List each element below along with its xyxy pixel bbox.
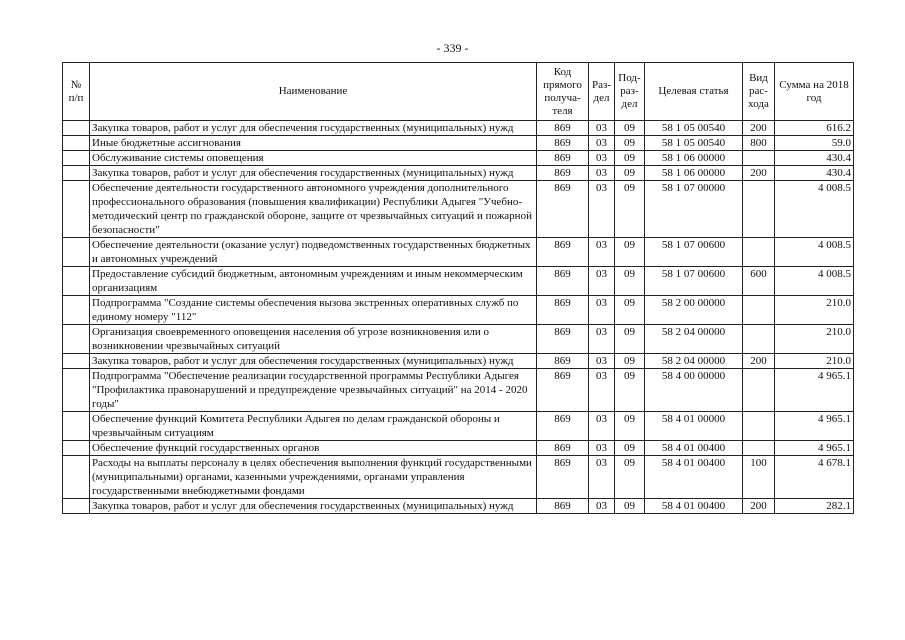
row-num-cell [63, 121, 90, 136]
row-target: 58 1 06 00000 [645, 166, 743, 181]
row-code: 869 [537, 136, 589, 151]
row-code: 869 [537, 267, 589, 296]
row-name: Подпрограмма "Создание системы обеспечения вызова экстренных оперативных служб по единому номеру "112" [90, 296, 537, 325]
row-code: 869 [537, 412, 589, 441]
table-row [63, 238, 854, 267]
table-header-row [63, 63, 854, 121]
row-sum: 4 008.5 [775, 181, 854, 238]
row-expense-type: 800 [743, 136, 775, 151]
row-expense-type [743, 181, 775, 238]
row-section: 03 [589, 181, 615, 238]
row-target: 58 4 01 00400 [645, 456, 743, 499]
row-section: 03 [589, 325, 615, 354]
row-section: 03 [589, 267, 615, 296]
table-row [63, 499, 854, 514]
page-number: - 339 - [436, 41, 469, 55]
header-expense-type: Вид рас-хода [743, 63, 775, 121]
row-subsection: 09 [615, 136, 645, 151]
row-num-cell [63, 369, 90, 412]
table-row [63, 166, 854, 181]
row-sum: 59.0 [775, 136, 854, 151]
row-target: 58 4 01 00400 [645, 441, 743, 456]
row-subsection: 09 [615, 412, 645, 441]
row-num-cell [63, 136, 90, 151]
row-name: Обеспечение функций государственных органов [90, 441, 537, 456]
row-num-cell [63, 499, 90, 514]
header-target: Целевая статья [645, 63, 743, 121]
row-code: 869 [537, 369, 589, 412]
row-section: 03 [589, 441, 615, 456]
row-name: Закупка товаров, работ и услуг для обеспечения государственных (муниципальных) нужд [90, 166, 537, 181]
row-name: Обеспечение деятельности государственного автономного учреждения дополнительного профессионального образования (повышения квалификации) Республики Адыгея "Учебно-методический центр по гражданской обороне, защите от чрезвычайных ситуаций и пожарной безопасности" [90, 181, 537, 238]
table-row [63, 136, 854, 151]
table-row [63, 151, 854, 166]
row-target: 58 1 05 00540 [645, 136, 743, 151]
row-expense-type: 200 [743, 166, 775, 181]
row-subsection: 09 [615, 499, 645, 514]
row-name: Закупка товаров, работ и услуг для обеспечения государственных (муниципальных) нужд [90, 499, 537, 514]
row-num-cell [63, 151, 90, 166]
row-num-cell [63, 267, 90, 296]
row-name: Организация своевременного оповещения населения об угрозе возникновения или о возникновении чрезвычайных ситуаций [90, 325, 537, 354]
table-row [63, 354, 854, 369]
row-code: 869 [537, 181, 589, 238]
row-sum: 210.0 [775, 354, 854, 369]
row-section: 03 [589, 151, 615, 166]
table-row [63, 441, 854, 456]
row-sum: 4 008.5 [775, 238, 854, 267]
row-code: 869 [537, 296, 589, 325]
header-subsection: Под-раз-дел [615, 63, 645, 121]
row-num-cell [63, 238, 90, 267]
row-target: 58 4 01 00400 [645, 499, 743, 514]
table-row [63, 296, 854, 325]
row-expense-type: 200 [743, 499, 775, 514]
row-subsection: 09 [615, 296, 645, 325]
row-code: 869 [537, 441, 589, 456]
table-row [63, 369, 854, 412]
row-name: Обеспечение деятельности (оказание услуг) подведомственных государственных бюджетных и автономных учреждений [90, 238, 537, 267]
row-target: 58 1 07 00000 [645, 181, 743, 238]
row-target: 58 1 07 00600 [645, 238, 743, 267]
row-target: 58 4 01 00000 [645, 412, 743, 441]
row-section: 03 [589, 121, 615, 136]
row-target: 58 1 07 00600 [645, 267, 743, 296]
row-code: 869 [537, 121, 589, 136]
row-section: 03 [589, 456, 615, 499]
table-row [63, 267, 854, 296]
row-target: 58 4 00 00000 [645, 369, 743, 412]
budget-table [62, 62, 854, 514]
row-subsection: 09 [615, 354, 645, 369]
row-name: Подпрограмма "Обеспечение реализации государственной программы Республики Адыгея "Профилактика правонарушений и предупреждение чрезвычайных ситуаций" на 2014 - 2020 годы" [90, 369, 537, 412]
row-subsection: 09 [615, 456, 645, 499]
row-subsection: 09 [615, 238, 645, 267]
row-code: 869 [537, 151, 589, 166]
row-subsection: 09 [615, 441, 645, 456]
row-expense-type [743, 238, 775, 267]
row-expense-type [743, 151, 775, 166]
row-name: Расходы на выплаты персоналу в целях обеспечения выполнения функций государственными (муниципальными) органами, казенными учреждениями, органами управления государственными внебюджетными фондами [90, 456, 537, 499]
row-name: Закупка товаров, работ и услуг для обеспечения государственных (муниципальных) нужд [90, 354, 537, 369]
row-subsection: 09 [615, 325, 645, 354]
row-num-cell [63, 412, 90, 441]
row-num-cell [63, 325, 90, 354]
row-expense-type: 100 [743, 456, 775, 499]
row-code: 869 [537, 238, 589, 267]
row-num-cell [63, 354, 90, 369]
row-num-cell [63, 441, 90, 456]
row-name: Обеспечение функций Комитета Республики Адыгея по делам гражданской обороны и чрезвычайным ситуациям [90, 412, 537, 441]
row-expense-type [743, 441, 775, 456]
header-code: Код прямого получа-теля [537, 63, 589, 121]
row-code: 869 [537, 354, 589, 369]
row-target: 58 2 00 00000 [645, 296, 743, 325]
row-sum: 210.0 [775, 325, 854, 354]
row-section: 03 [589, 296, 615, 325]
row-target: 58 1 05 00540 [645, 121, 743, 136]
row-subsection: 09 [615, 166, 645, 181]
row-section: 03 [589, 369, 615, 412]
table-row [63, 181, 854, 238]
table-row [63, 456, 854, 499]
row-target: 58 2 04 00000 [645, 325, 743, 354]
row-expense-type: 200 [743, 121, 775, 136]
row-subsection: 09 [615, 369, 645, 412]
row-name: Иные бюджетные ассигнования [90, 136, 537, 151]
row-sum: 4 965.1 [775, 441, 854, 456]
header-num: № п/п [63, 63, 90, 121]
row-expense-type: 600 [743, 267, 775, 296]
row-expense-type [743, 296, 775, 325]
row-num-cell [63, 456, 90, 499]
row-sum: 4 008.5 [775, 267, 854, 296]
row-target: 58 2 04 00000 [645, 354, 743, 369]
table-row [63, 325, 854, 354]
row-code: 869 [537, 499, 589, 514]
header-section: Раз-дел [589, 63, 615, 121]
row-expense-type [743, 369, 775, 412]
row-section: 03 [589, 166, 615, 181]
row-sum: 210.0 [775, 296, 854, 325]
row-num-cell [63, 181, 90, 238]
row-num-cell [63, 296, 90, 325]
row-sum: 282.1 [775, 499, 854, 514]
row-sum: 4 678.1 [775, 456, 854, 499]
row-sum: 4 965.1 [775, 369, 854, 412]
row-subsection: 09 [615, 121, 645, 136]
row-name: Предоставление субсидий бюджетным, автономным учреждениям и иным некоммерческим организациям [90, 267, 537, 296]
row-subsection: 09 [615, 151, 645, 166]
row-expense-type [743, 412, 775, 441]
row-sum: 616.2 [775, 121, 854, 136]
row-sum: 430.4 [775, 151, 854, 166]
row-expense-type: 200 [743, 354, 775, 369]
table-row [63, 412, 854, 441]
row-sum: 4 965.1 [775, 412, 854, 441]
row-section: 03 [589, 412, 615, 441]
row-subsection: 09 [615, 267, 645, 296]
row-code: 869 [537, 325, 589, 354]
row-code: 869 [537, 456, 589, 499]
row-name: Обслуживание системы оповещения [90, 151, 537, 166]
row-section: 03 [589, 136, 615, 151]
row-section: 03 [589, 238, 615, 267]
row-section: 03 [589, 354, 615, 369]
row-subsection: 09 [615, 181, 645, 238]
row-section: 03 [589, 499, 615, 514]
table-row [63, 121, 854, 136]
header-sum: Сумма на 2018 год [775, 63, 854, 121]
row-sum: 430.4 [775, 166, 854, 181]
row-name: Закупка товаров, работ и услуг для обеспечения государственных (муниципальных) нужд [90, 121, 537, 136]
header-name: Наименование [90, 63, 537, 121]
row-expense-type [743, 325, 775, 354]
row-code: 869 [537, 166, 589, 181]
row-num-cell [63, 166, 90, 181]
row-target: 58 1 06 00000 [645, 151, 743, 166]
